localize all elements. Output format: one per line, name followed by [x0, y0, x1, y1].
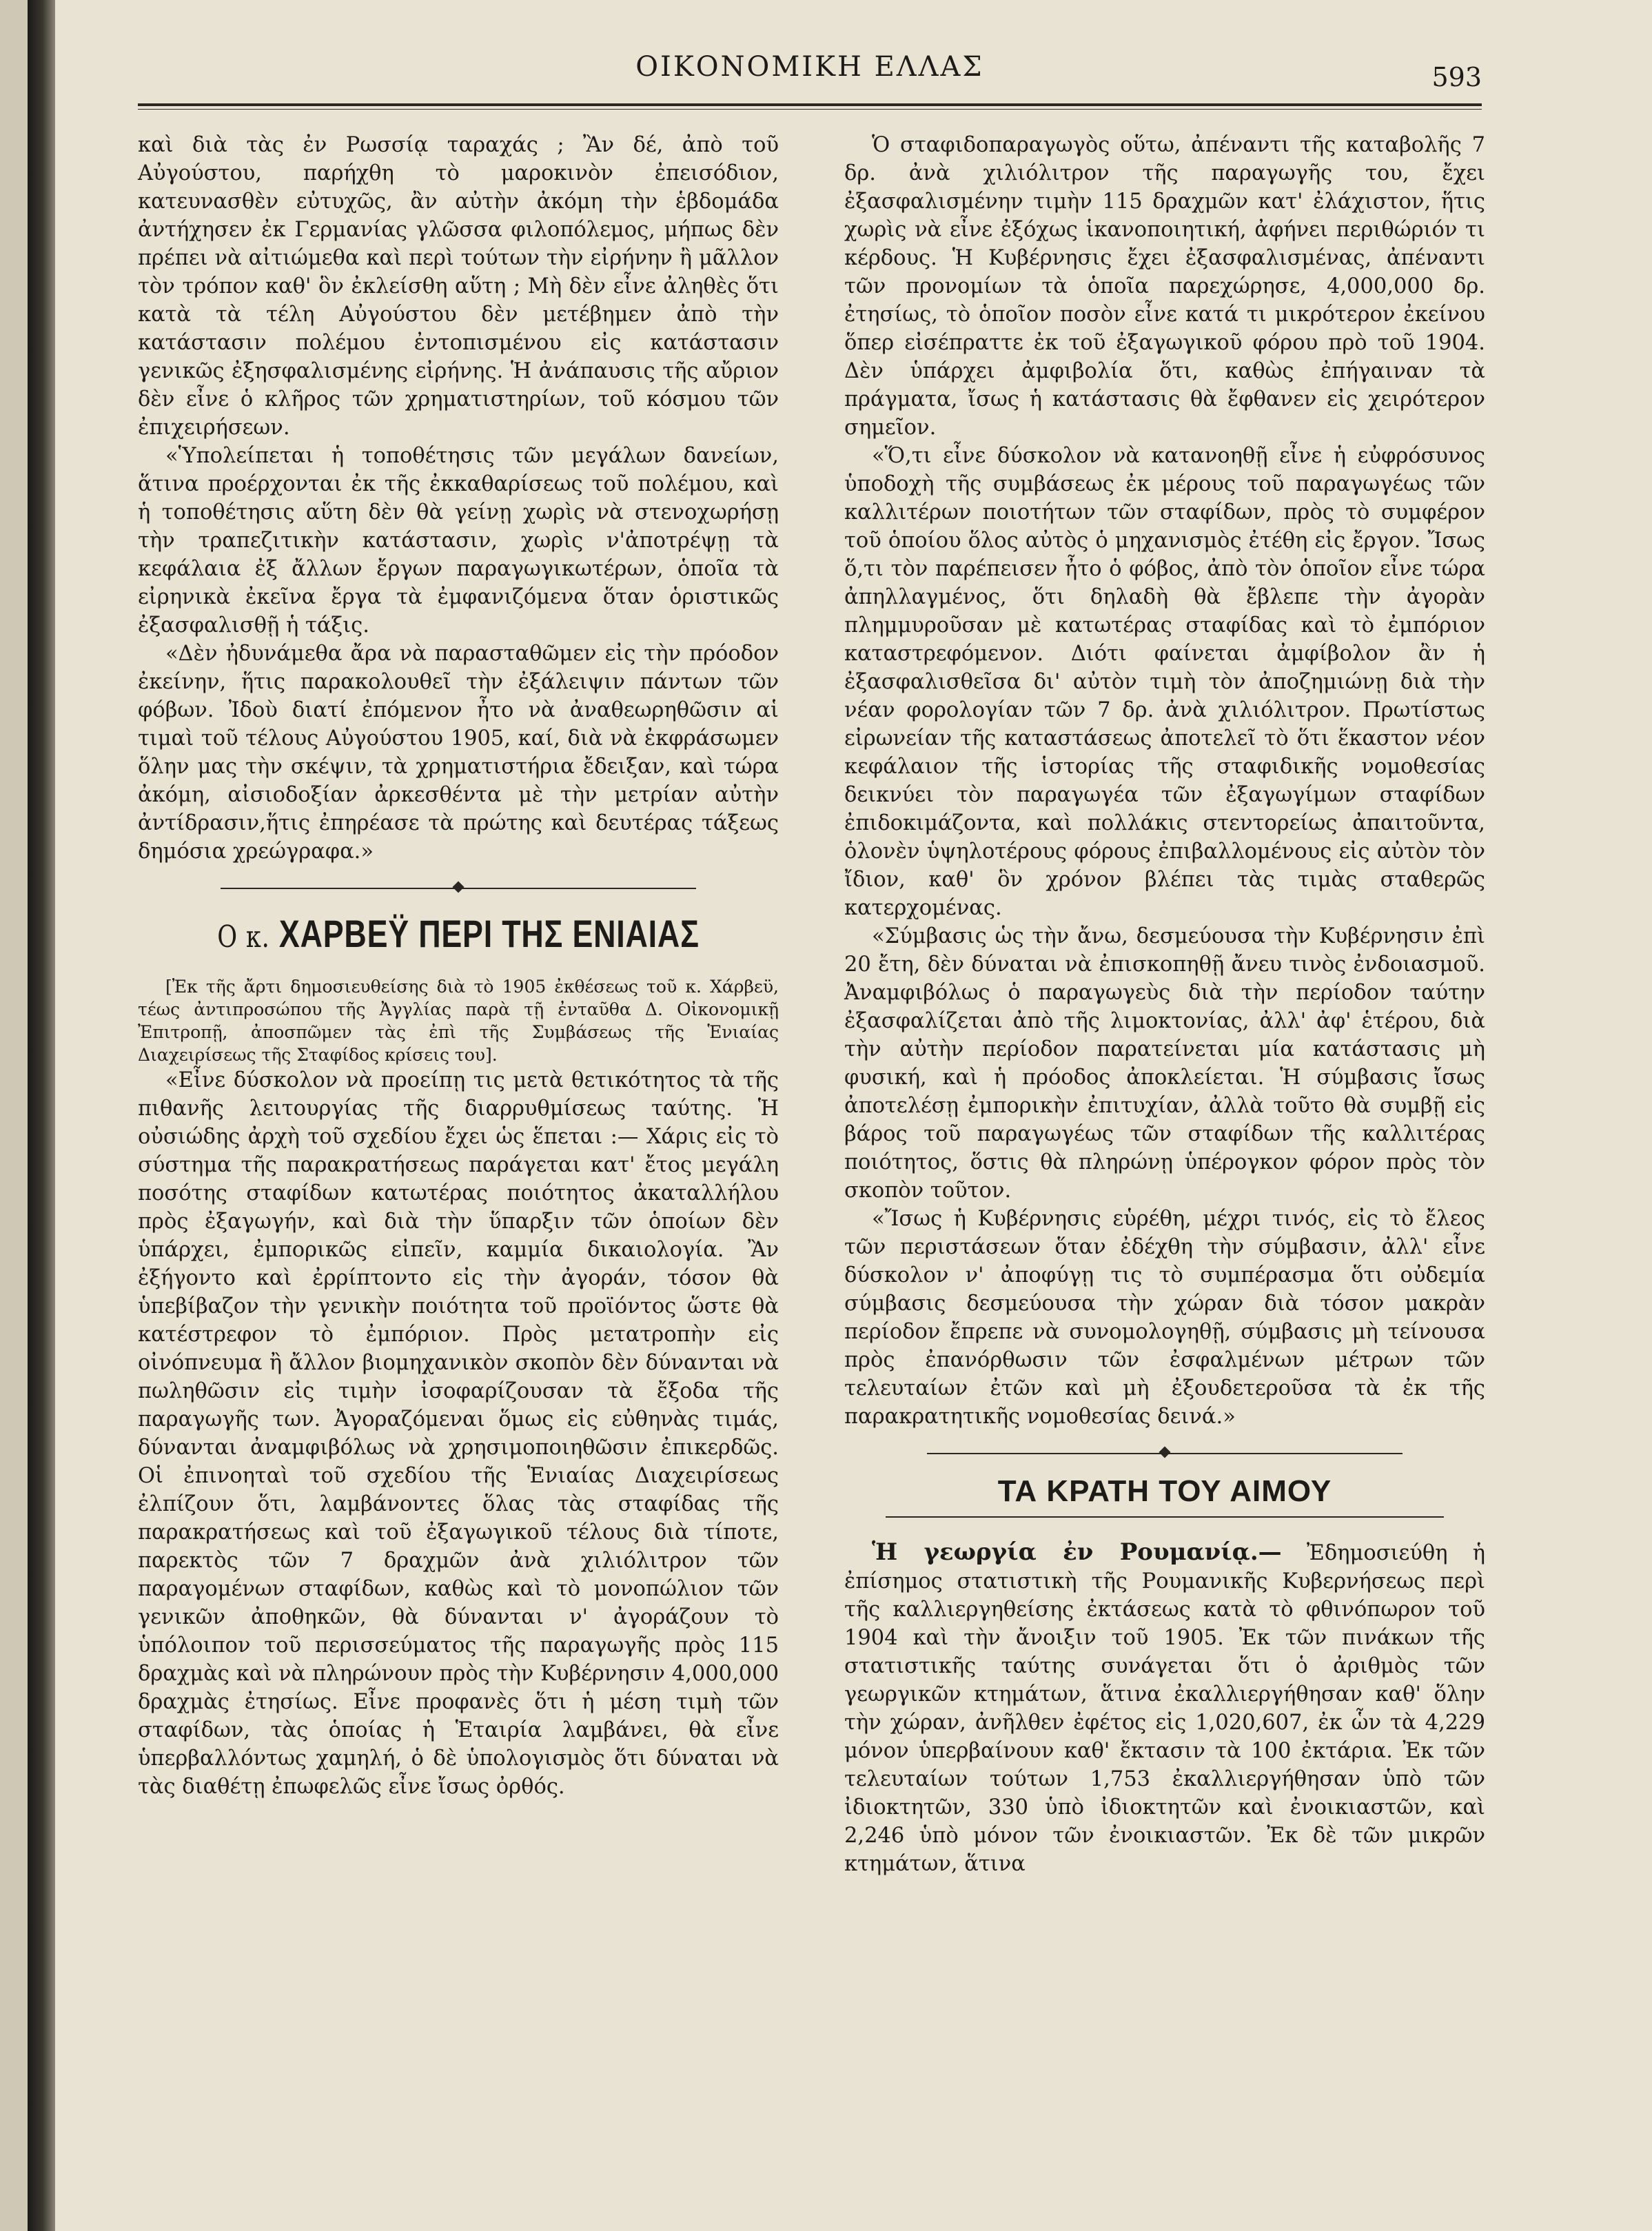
binding-gutter [28, 0, 55, 2231]
run-in-title: Ἡ γεωργία ἐν Ρουμανίᾳ.— [872, 1538, 1282, 1566]
article-heading [202, 910, 715, 961]
journal-title: ΟΙΚΟΝΟΜΙΚΗ ΕΛΛΑΣ [635, 51, 984, 83]
section-divider [844, 1442, 1485, 1465]
newspaper-page [28, 0, 1652, 2231]
article-heading-title: ΧΑΡΒΕΫ ΠΕΡΙ ΤΗΣ ΕΝΙΑΙΑΣ [278, 912, 700, 955]
right-column [844, 131, 1485, 1878]
heading-rule [886, 1516, 1444, 1518]
diamond-ornament-icon [1159, 1447, 1171, 1458]
diamond-ornament-icon [453, 882, 465, 893]
paragraph: «Δὲν ἠδυνάμεθα ἄρα νὰ παρασταθῶμεν εἰς τὴν πρόοδον ἐκείνην, ἥτις παρακολουθεῖ τὴν ἐξάλειψιν πάντων τῶν φόβων. Ἰδοὺ διατί ἐπόμενον ἦτο νὰ ἀναθεωρηθῶσιν αἱ τιμαὶ τοῦ τέλους Αὐγούστου 1905, καί, διὰ νὰ ἐκφράσωμεν ὅλην μας τὴν σκέψιν, τὰ χρηματιστήρια ἔδειξαν, καὶ τώρα ἀκόμη, αἰσιοδοξίαν ἀρκεσθέντα μὲ τὴν μετρίαν αὐτὴν ἀντίδρασιν,ἥτις ἐπηρέασε τὰ πρώτης καὶ δευτέρας τάξεως δημόσια χρεώγραφα.» [138, 642, 779, 864]
paragraph: «Σύμβασις ὡς τὴν ἄνω, δεσμεύουσα τὴν Κυβέρνησιν ἐπὶ 20 ἔτη, δὲν δύναται νὰ ἐπισκοπηθῇ ἄνευ τινὸς ἐνδοιασμοῦ. Ἀναμφιβόλως ὁ παραγωγεὺς διὰ τὴν περίοδον ταύτην ἐξασφαλίζεται ἀπὸ τῆς λιμοκτονίας, ἀλλ' ἀφ' ἑτέρου, διὰ τὴν αὐτὴν περίοδον παρατείνεται μία κατάστασις μὴ φυσική, καὶ ἡ πρόοδος ἀποκλείεται. Ἡ σύμβασις ἴσως ἀποτελέσῃ ἐμπορικὴν ἐπιτυχίαν, ἀλλὰ τοῦτο θὰ συμβῇ εἰς βάρος τοῦ παραγωγέως τῶν σταφίδων τῆς καλλιτέρας ποιότητος, ὅστις θὰ πληρώνῃ ὑπέρογκον φόρον πρὸς τὸν σκοπὸν τοῦτον. [844, 924, 1485, 1203]
paragraph: Ὁ σταφιδοπαραγωγὸς οὕτω, ἀπέναντι τῆς καταβολῆς 7 δρ. ἀνὰ χιλιόλιτρον τῆς παραγωγῆς του, ἔχει ἐξασφαλισμένην τιμὴν 115 δραχμῶν κατ' ἐλάχιστον, ἥτις χωρὶς νὰ εἶνε ἐξόχως ἱκανοποιητική, ἀφήνει περιθώριόν τι κέρδους. Ἡ Κυβέρνησις ἔχει ἐξασφαλισμένας, ἀπέναντι τῶν προνομίων τὰ ὁποῖα παρεχώρησε, 4,000,000 δρ. ἐτησίως, τὸ ὁποῖον ποσὸν εἶνε κατά τι μικρότερον ἐκείνου ὅπερ εἰσέπραττε ἐκ τοῦ ἐξαγωγικοῦ φόρου πρὸ τοῦ 1904. Δὲν ὑπάρχει ἀμφιβολία ὅτι, καθὼς ἐπήγαιναν τὰ πράγματα, ἴσως ἡ κατάστασις θὰ ἔφθανεν εἰς χειρότερον σημεῖον. [844, 133, 1485, 440]
paragraph: καὶ διὰ τὰς ἐν Ρωσσίᾳ ταραχάς ; Ἂν δέ, ἀπὸ τοῦ Αὐγούστου, παρήχθη τὸ μαροκινὸν ἐπεισόδιον, κατευνασθὲν εὐτυχῶς, ἂν αὐτὴν ἀκόμη τὴν ἑβδομάδα ἀντήχησεν ἐκ Γερμανίας γλῶσσα φιλοπόλεμος, μήπως δὲν πρέπει νὰ αἰτιώμεθα καὶ περὶ τούτων τὴν εἰρήνην ἢ μᾶλλον τὸν τρόπον καθ' ὃν ἐκλείσθη αὕτη ; Μὴ δὲν εἶνε ἀληθὲς ὅτι κατὰ τὰ τέλη Αὐγούστου δὲν μετέβημεν ἀπὸ τὴν κατάστασιν πολέμου ἐντοπισμένου εἰς κατάστασιν γενικῶς ἐξησφαλισμένης εἰρήνης. Ἡ ἀνάπαυσις τῆς αὔριον δὲν εἶνε ὁ κλῆρος τῶν χρηματιστηρίων, τοῦ κόσμου τῶν ἐπιχειρήσεων. [138, 133, 779, 440]
section-heading: ΤΑ ΚΡΑΤΗ ΤΟΥ ΑΙΜΟΥ [997, 1474, 1332, 1508]
article-heading-lead: Ο κ. [217, 919, 270, 955]
run-in-text: Ἐδημοσιεύθη ἡ ἐπίσημος στατιστικὴ τῆς Ρουμανικῆς Κυβερνήσεως περὶ τῆς καλλιεργηθείσης ἐκτάσεως κατὰ τὸ φθινόπωρον τοῦ 1904 καὶ τὴν ἄνοιξιν τοῦ 1905. Ἐκ τῶν πινάκων τῆς στατιστικῆς ταύτης συνάγεται ὅτι ὁ ἀριθμὸς τῶν γεωργικῶν κτημάτων, ἅτινα ἐκαλλιεργήθησαν καθ' ὅλην τὴν χώραν, ἀνῆλθεν ἐφέτος εἰς 1,020,607, ἐκ ὧν τὰ 4,229 μόνον ὑπερβαίνουν καθ' ἔκτασιν τὰ 100 ἐκτάρια. Ἐκ τῶν τελευταίων τούτων 1,753 ἐκαλλιεργήθησαν ὑπὸ τῶν ἰδιοκτητῶν, 330 ὑπὸ ἰδιοκτητῶν καὶ ἐνοικιαστῶν, καὶ 2,246 ὑπὸ μόνον τῶν ἐνοικιαστῶν. Ἐκ δὲ τῶν μικρῶν κτημάτων, ἅτινα [844, 1541, 1485, 1876]
paragraph: «Ὑπολείπεται ἡ τοποθέτησις τῶν μεγάλων δανείων, ἅτινα προέρχονται ἐκ τῆς ἐκκαθαρίσεως τοῦ πολέμου, καὶ ἡ τοποθέτησις αὕτη δὲν θὰ γείνῃ χωρὶς νὰ στενοχωρήσῃ τὴν τραπεζιτικὴν κατάστασιν, χωρὶς ν'ἀποτρέψῃ τὰ κεφάλαια ἐξ ἄλλων ἔργων παραγωγικωτέρων, ὁποῖα τὰ εἰρηνικὰ ἐκεῖνα ἔργα τὰ ἐμφανιζόμενα ὅταν ὁριστικῶς ἐξασφαλισθῇ ἡ τάξις. [138, 444, 779, 638]
article-paragraph [844, 1538, 1485, 1878]
page-number: 593 [1431, 62, 1482, 92]
header-rule-thin [138, 109, 1482, 110]
paragraph: «Εἶνε δύσκολον νὰ προείπῃ τις μετὰ θετικότητος τὰ τῆς πιθανῆς λειτουργίας τῆς διαρρυθμίσεως ταύτης. Ἡ οὐσιώδης ἀρχὴ τοῦ σχεδίου ἔχει ὡς ἕπεται :— Χάρις εἰς τὸ σύστημα τῆς παρακρατήσεως παράγεται κατ' ἔτος μεγάλη ποσότης σταφίδων κατωτέρας ποιότητος ἀκαταλλήλου πρὸς ἐξαγωγήν, καὶ διὰ τὴν ὕπαρξιν τῶν ὁποίων δὲν ὑπάρχει, ἐμπορικῶς εἰπεῖν, καμμία δικαιολογία. Ἂν ἐξήγοντο καὶ ἐρρίπτοντο εἰς τὴν ἀγοράν, τόσον θὰ ὑπεβίβαζον τὴν γενικὴν ποιότητα τοῦ προϊόντος ὥστε θὰ κατέστρεφον τὸ ἐμπόριον. Πρὸς μετατροπὴν εἰς οἰνόπνευμα ἢ ἄλλον βιομηχανικὸν σκοπὸν δὲν δύνανται νὰ πωληθῶσιν εἰς τιμὴν ἰσοφαρίζουσαν τὰ ἔξοδα τῆς παραγωγῆς των. Ἀγοραζόμεναι ὅμως εἰς εὐθηνὰς τιμάς, δύνανται ἀναμφιβόλως νὰ χρησιμοποιηθῶσιν ἐπικερδῶς. Οἱ ἐπινοηταὶ τοῦ σχεδίου τῆς Ἑνιαίας Διαχειρίσεως ἐλπίζουν ὅτι, λαμβάνοντες ὅλας τὰς σταφίδας τῆς παρακρατήσεως καὶ τοῦ ἐξαγωγικοῦ τέλους διὰ τίποτε, παρεκτὸς τῶν 7 δραχμῶν ἀνὰ χιλιόλιτρον τῶν παραγομένων σταφίδων, καθὼς καὶ τὸ μονοπώλιον τῶν γενικῶν ἀποθηκῶν, θὰ δύνανται ν' ἀγοράζουν τὸ ὑπόλοιπον τοῦ περισσεύματος τῆς παραγωγῆς πρὸς 115 δραχμὰς καὶ νὰ πληρώνουν πρὸς τὴν Κυβέρνησιν 4,000,000 δραχμὰς ἐτησίως. Εἶνε προφανὲς ὅτι ἡ μέση τιμὴ τῶν σταφίδων, τὰς ὁποίας ἡ Ἑταιρία λαμβάνει, θὰ εἶνε ὑπερβαλλόντως χαμηλή, ὁ δὲ ὑπολογισμὸς ὅτι δύναται νὰ τὰς διαθέτῃ ἐπωφελῶς εἶνε ἴσως ὀρθός. [138, 1068, 779, 1799]
paragraph: «Ἴσως ἡ Κυβέρνησις εὑρέθη, μέχρι τινός, εἰς τὸ ἔλεος τῶν περιστάσεων ὅταν ἐδέχθη τὴν σύμβασιν, ἀλλ' εἶνε δύσκολον ν' ἀποφύγῃ τις τὸ συμπέρασμα ὅτι οὐδεμία σύμβασις δεσμεύουσα τὴν χώραν διὰ τόσον μακρὰν περίοδον ἔπρεπε νὰ συνομολογηθῇ, σύμβασις μὴ τείνουσα πρὸς ἐπανόρθωσιν τῶν ἐσφαλμένων μέτρων τῶν τελευταίων ἐτῶν καὶ μὴ ἐξουδετεροῦσα τὰ ἐκ τῆς παρακρατητικῆς νομοθεσίας δεινά.» [844, 1207, 1485, 1429]
header-rule [138, 103, 1482, 106]
section-divider [138, 877, 779, 900]
running-head [138, 48, 1482, 96]
left-column [138, 131, 779, 1801]
paragraph: «Ὅ,τι εἶνε δύσκολον νὰ κατανοηθῇ εἶνε ἡ εὐφρόσυνος ὑποδοχὴ τῆς συμβάσεως ἐκ μέρους τοῦ παραγωγέως τῶν καλλιτέρων ποιοτήτων τῶν σταφίδων, πρὸς τὸ συμφέρον τοῦ ὁποίου ὅλος αὐτὸς ὁ μηχανισμὸς ἐτέθη εἰς ἔργον. Ἴσως ὅ,τι τὸν παρέπεισεν ἦτο ὁ φόβος, ἀπὸ τὸν ὁποῖον εἶνε τώρα ἀπηλλαγμένος, ὅτι δηλαδὴ θὰ ἔβλεπε τὴν ἀγορὰν πλημμυροῦσαν μὲ κατωτέρας σταφίδας καὶ τὸ ἐμπόριον καταστρεφόμενον. Διότι φαίνεται ἀμφίβολον ἂν ἡ ἐξασφαλισθεῖσα δι' αὐτὸν τιμὴ τὸν ἀποζημιώνῃ διὰ τὴν νέαν φορολογίαν τῶν 7 δρ. ἀνὰ χιλιόλιτρον. Πρωτίστως εἰρωνείαν τῆς καταστάσεως ἀποτελεῖ τὸ ὅτι ἕκαστον νέον κεφάλαιον τῆς ἱστορίας τῆς σταφιδικῆς νομοθεσίας δεικνύει τὸν παραγωγέα τῶν ἐξαγωγίμων σταφίδων ἐπιδοκιμάζοντα, καὶ πολλάκις στεντορείως ἀπαιτοῦντα, ὁλονὲν ὑψηλοτέρους φόρους ἐπιβαλλομένους εἰς αὐτὸν τὸν ἴδιον, καθ' ὃν χρόνον βλέπει τὰς τιμὰς σταθερῶς κατερχομένας. [844, 444, 1485, 920]
source-note: [Ἐκ τῆς ἄρτι δημοσιευθείσης διὰ τὸ 1905 ἐκθέσεως τοῦ κ. Χάρβεϋ, τέως ἀντιπροσώπου τῆς Ἀγγλίας παρὰ τῇ ἐνταῦθα Δ. Οἰκονομικῇ Ἐπιτροπῇ, ἀποσπῶμεν τὰς ἐπὶ τῆς Συμβάσεως τῆς Ἑνιαίας Διαχειρίσεως τῆς Σταφίδος κρίσεις του]. [138, 977, 779, 1065]
